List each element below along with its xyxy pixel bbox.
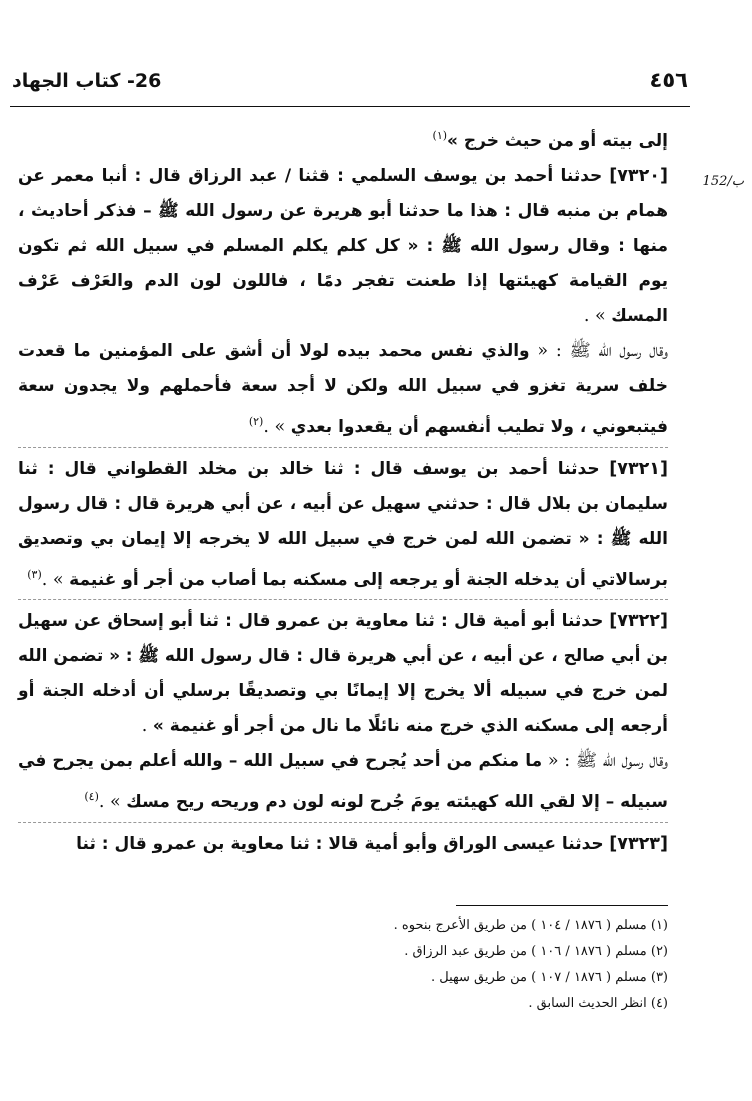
narration-intro: وقال رسول الله ﷺ : « (547, 751, 668, 772)
hadith-closing: » . (41, 569, 64, 590)
footnote-ref-1: (١) (432, 129, 448, 142)
main-text (18, 118, 668, 862)
page-number: ٤٥٦ (649, 68, 688, 92)
hadith-7323 (18, 822, 668, 862)
hadith-matn: والذي نفس محمد بيده لولا أن أشق على المؤمنين ما قعدت خلف سرية تغزو في سبيل الله ولكن لا أجد سعة فأحملهم ولا يجدون سعة فيتبعوني ، ولا تطيب أنفسهم أن يقعدوا بعدي (18, 340, 668, 437)
hadith-isnad: حدثنا أحمد بن يوسف قال : ثنا خالد بن مخلد القطواني قال : ثنا سليمان بن بلال قال : حدثني سهيل عن أبيه ، عن أبي هريرة قال : قال رسول الله ﷺ : « (18, 458, 668, 549)
footnote-ref-2: (٢) (248, 414, 264, 428)
manuscript-folio-note: 152/ب (702, 174, 744, 189)
hadith-matn: ما منكم من أحد يُجرح في سبيل الله – والله أعلم بمن يجرح في سبيله – إلا لقي الله كهيئته يومَ جُرح لونه لون دم وريحه ريح مسك (18, 751, 668, 813)
narration-intro: وقال رسول الله ﷺ : « (537, 340, 668, 361)
header-divider (10, 106, 690, 107)
chapter-title: 26- كتاب الجهاد (12, 70, 162, 92)
footnote-divider (456, 905, 668, 906)
hadith-7321 (18, 447, 668, 598)
hadith-number: [٧٣٢٢] (609, 611, 668, 632)
hadith-closing: » . (583, 305, 606, 326)
footnote-1: (١) مسلم ( ١٨٧٦ / ١٠٤ ) من طريق الأعرج بنحوه . (393, 918, 668, 933)
footnote-ref-4: (٤) (84, 790, 99, 804)
hadith-isnad: حدثنا عيسى الوراق وأبو أمية قالا : ثنا معاوية بن عمرو قال : ثنا (76, 834, 604, 855)
hadith-closing: » . (98, 792, 121, 813)
prophetic-text: إلى بيته أو من حيث خرج » (447, 130, 668, 151)
hadith-number: [٧٣٢٣] (609, 834, 668, 855)
footnote-4: (٤) انظر الحديث السابق . (528, 996, 668, 1011)
hadith-number: [٧٣٢١] (609, 458, 668, 479)
hadith-isnad: حدثنا أبو أمية قال : ثنا معاوية بن عمرو قال : ثنا أبو إسحاق عن سهيل بن أبي صالح ، عن أبيه ، عن أبي هريرة قال : قال رسول الله ﷺ : (18, 611, 669, 667)
footnote-3: (٣) مسلم ( ١٨٧٦ / ١٠٧ ) من طريق سهيل . (430, 970, 668, 985)
hadith-isnad: حدثنا أحمد بن يوسف السلمي : قثنا / عبد الرزاق قال : أنبا معمر عن همام بن منبه قال : هذا ما حدثنا أبو هريرة عن رسول الله ﷺ – فذكر أحاديث ، منها : وقال رسول الله ﷺ : « (18, 165, 668, 256)
footnotes (200, 913, 668, 1017)
hadith-matn: تضمن الله لمن خرج في سبيل الله لا يخرجه إلا إيمان بي وتصديق برسالاتي أن يدخله الجنة أو يرجعه إلى مسكنه بما أصاب من أجر أو غنيمة (18, 528, 668, 590)
hadith-closing: » . (263, 416, 286, 437)
hadith-7320 (18, 159, 668, 334)
hadith-matn: « تضمن الله لمن خرج في سبيله ألا يخرج إلا إيمانًا بي وتصديقًا برسلي أن أدخله الجنة أو أرجعه إلى مسكنه الذي خرج منه نائلًا ما نال من أجر أو غنيمة » (18, 646, 668, 737)
page-header (0, 62, 752, 106)
paragraph-continuation (18, 118, 668, 159)
paragraph-waqal-2 (18, 744, 668, 820)
hadith-closing: . (141, 716, 148, 737)
paragraph-waqal (18, 334, 668, 445)
footnote-2: (٢) مسلم ( ١٨٧٦ / ١٠٦ ) من طريق عبد الرزاق . (404, 944, 668, 959)
hadith-number: [٧٣٢٠] (609, 165, 668, 186)
hadith-7322 (18, 599, 668, 744)
hadith-matn: كل كلم يكلم المسلم في سبيل الله ثم تكون يوم القيامة كهيئتها إذا طعنت تفجر دمًا ، فاللون لون الدم والعَرْف عَرْف المسك (18, 235, 668, 326)
footnote-ref-3: (٣) (27, 567, 42, 581)
